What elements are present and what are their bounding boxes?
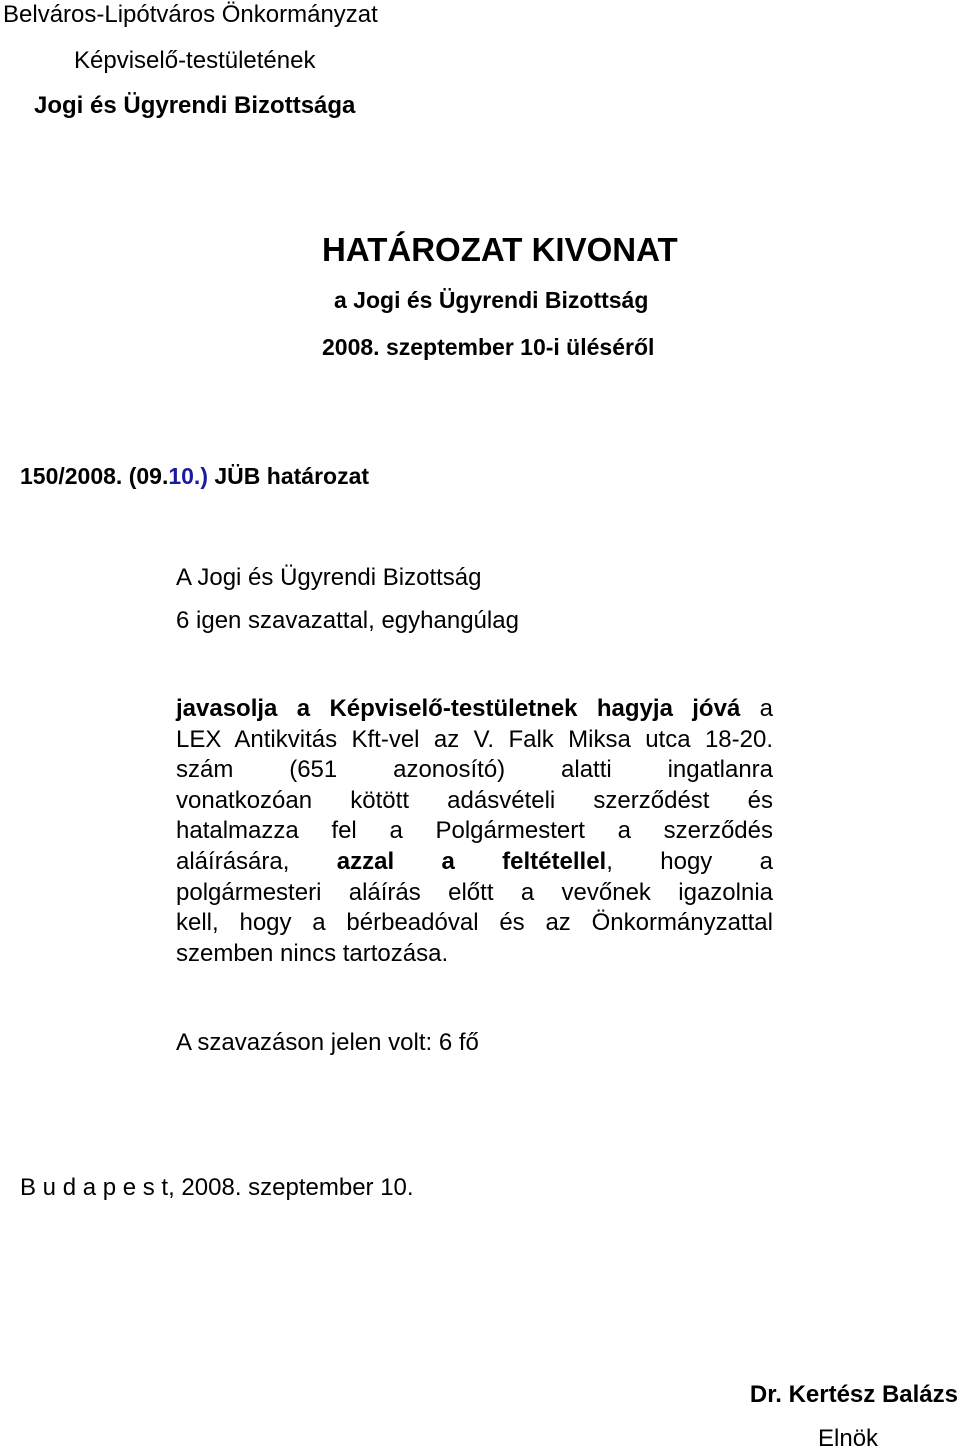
document-title: HATÁROZAT KIVONAT [322, 231, 678, 268]
council-name: Képviselő-testületének [74, 47, 316, 74]
org-name: Belváros-Lipótváros Önkormányzat [3, 1, 378, 28]
committee-intro: A Jogi és Ügyrendi Bizottság [176, 564, 482, 591]
resolution-body [176, 694, 773, 969]
resolution-number-part: 10.) [168, 463, 215, 489]
body-line: szám (651 azonosító) alatti ingatlanra [176, 756, 773, 784]
signer-name: Dr. Kertész Balázs [749, 1381, 958, 1408]
body-line: javasolja a Képviselő-testületnek hagyja jóvá a [176, 695, 773, 722]
body-line: szemben nincs tartozása. [176, 939, 449, 967]
document-subtitle: a Jogi és Ügyrendi Bizottság [334, 287, 649, 313]
resolution-number [20, 462, 369, 490]
body-line: LEX Antikvitás Kft-vel az V. Falk Miksa utca 18-20. [176, 725, 773, 753]
body-line: polgármesteri aláírás előtt a vevőnek igazolnia [176, 878, 773, 906]
body-line: kell, hogy a bérbeadóval és az Önkormányzattal [176, 909, 773, 937]
committee-name: Jogi és Ügyrendi Bizottsága [34, 92, 356, 119]
body-line: aláírására, azzal a feltétellel, hogy a [176, 847, 773, 875]
place-date: B u d a p e s t, 2008. szeptember 10. [20, 1174, 414, 1201]
signer-title: Elnök [818, 1425, 879, 1452]
resolution-number-part: JÜB határozat [214, 463, 370, 489]
vote-summary: 6 igen szavazattal, egyhangúlag [176, 607, 519, 634]
meeting-date: 2008. szeptember 10-i üléséről [322, 334, 655, 360]
resolution-number-part: 150/2008. (09. [20, 463, 169, 489]
body-line: hatalmazza fel a Polgármestert a szerződés [176, 817, 773, 845]
attendance-line: A szavazáson jelen volt: 6 fő [176, 1029, 479, 1056]
body-line: vonatkozóan kötött adásvételi szerződést és [176, 786, 773, 814]
